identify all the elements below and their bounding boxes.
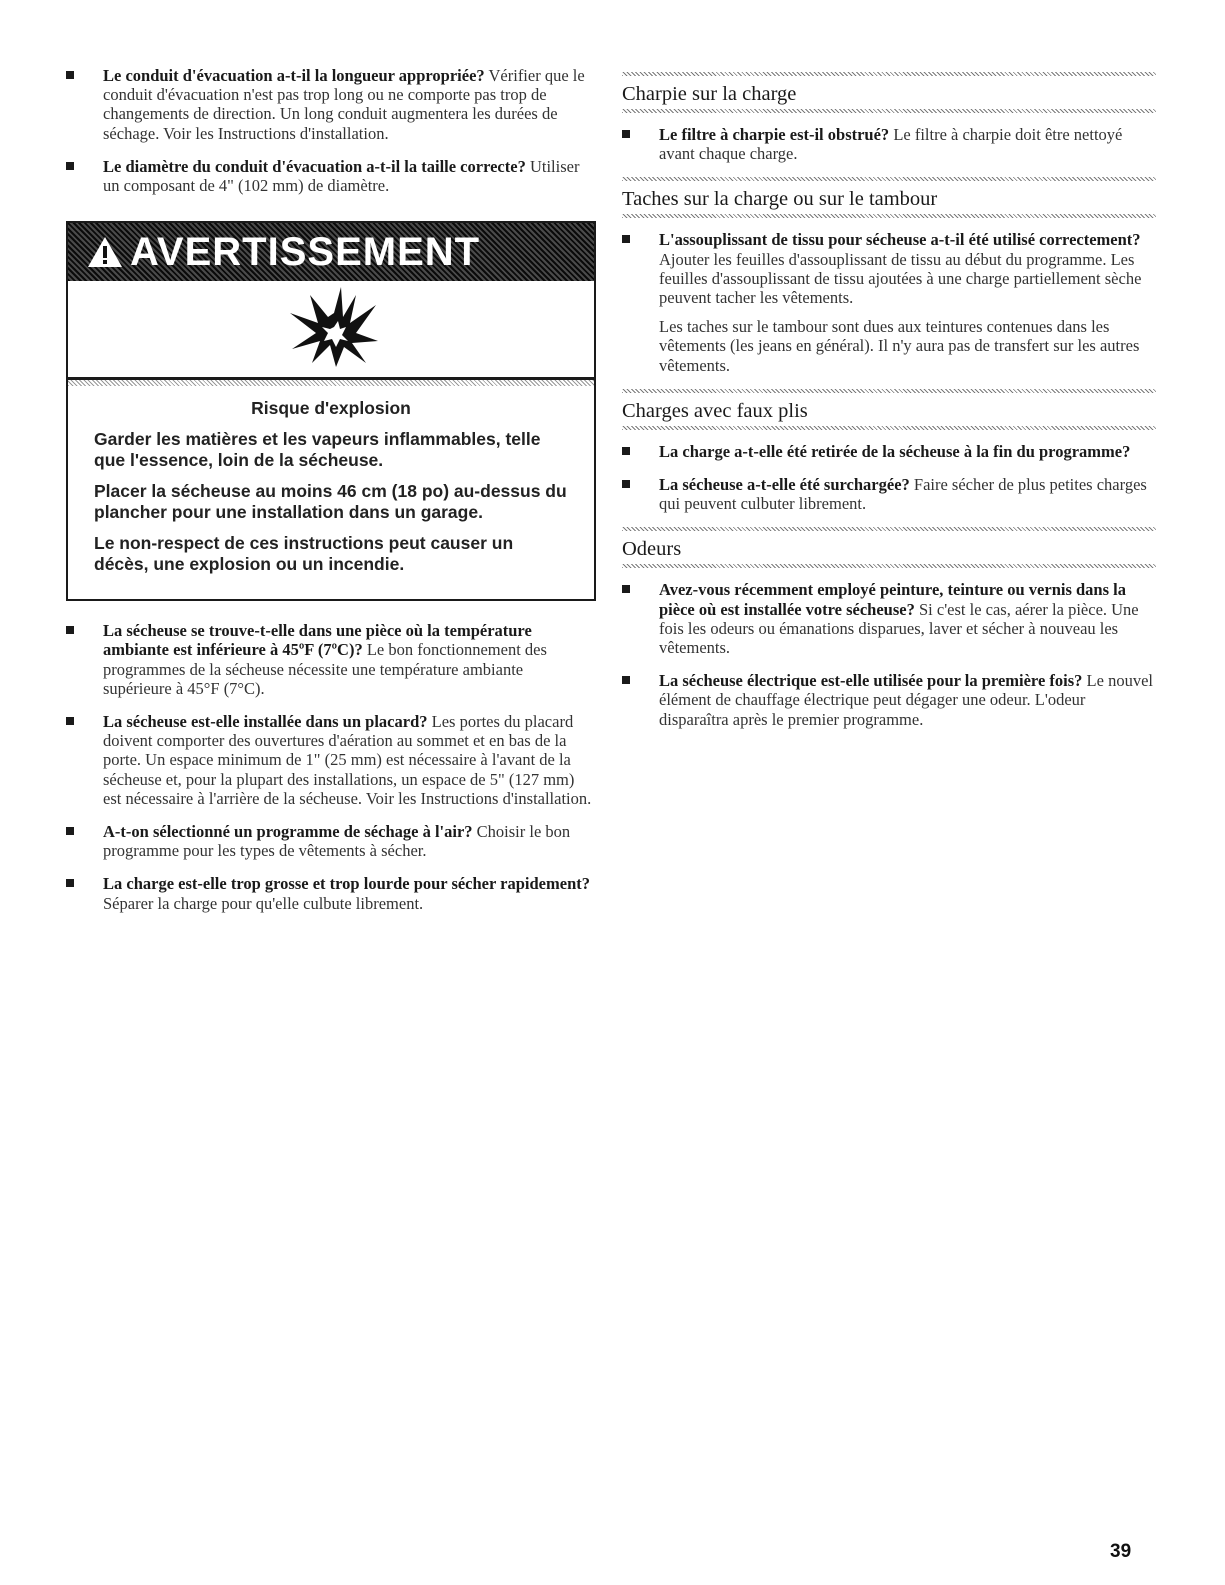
item-answer: Les portes du placard doivent comporter des ouvertures d'aération au sommet et en bas de la porte. Un espace minimum de 1" (25 mm) est nécessaire à l'avant de la sécheuse et, pour la plupart des installations, un espace de 5" (127 mm) est nécessaire à l'arrière de la sécheuse. Voir les Instructions d'installation. [103, 712, 592, 808]
warning-title [86, 229, 480, 275]
section-stains [622, 177, 1156, 218]
list-item [622, 580, 1156, 657]
list-item [622, 475, 1156, 513]
item-question: Avez-vous récemment employé peinture, teinture ou vernis dans la pièce où est installée votre sécheuse? [659, 580, 1126, 619]
item-question: La charge a-t-elle été retirée de la sécheuse à la fin du programme? [659, 441, 1131, 461]
section-title: Charpie sur la charge [622, 83, 797, 105]
warning-header [68, 223, 594, 380]
section-rule [622, 214, 1156, 218]
item-question: Le diamètre du conduit d'évacuation a-t-il la taille correcte? [103, 156, 526, 176]
item-question: La sécheuse est-elle installée dans un placard? [103, 712, 428, 732]
item-answer: Faire sécher de plus petites charges qui peuvent culbuter librement. [659, 475, 1147, 514]
item-answer: Choisir le bon programme pour les types de vêtements à sécher. [103, 822, 571, 861]
section-odors [622, 527, 1156, 568]
list-item [66, 66, 594, 143]
section-title: Charges avec faux plis [622, 399, 808, 422]
list-item [622, 671, 1156, 729]
item-question: L'assouplissant de tissu pour sécheuse a-t-il été utilisé correctement? [659, 230, 1141, 250]
section-rule [622, 426, 1156, 430]
explosion-icon [286, 283, 382, 371]
warning-line: Garder les matières et les vapeurs inflammables, telle que l'essence, loin de la sécheuse. [94, 429, 541, 471]
list-item [66, 874, 594, 912]
warning-body [68, 386, 594, 599]
warning-triangle-icon [86, 235, 124, 269]
item-question: Le filtre à charpie est-il obstrué? [659, 125, 890, 144]
section-rule [622, 109, 1156, 113]
warning-box [66, 221, 596, 601]
warning-line: Le non-respect de ces instructions peut causer un décès, une explosion ou un incendie. [94, 533, 514, 575]
right-column [622, 72, 1156, 743]
list-item [66, 621, 594, 698]
list-item [622, 230, 1156, 307]
section-rule [622, 564, 1156, 568]
item-answer: Si c'est le cas, aérer la pièce. Une fois les odeurs ou émanations disparues, laver et sécher à nouveau les vêtements. [659, 599, 1139, 658]
warning-risk: Risque d'explosion [251, 398, 411, 419]
section-title: Taches sur la charge ou sur le tambour [622, 188, 938, 211]
item-question: La charge est-elle trop grosse et trop lourde pour sécher rapidement? [103, 874, 590, 894]
list-item [66, 712, 594, 808]
page-number: 39 [1110, 1541, 1132, 1562]
list-item [622, 125, 1156, 163]
list-item [622, 442, 1156, 461]
section-title: Odeurs [622, 538, 682, 561]
warning-line: Placer la sécheuse au moins 46 cm (18 po) au-dessus du plancher pour une installation dans un garage. [94, 481, 567, 523]
item-question: Le conduit d'évacuation a-t-il la longueur appropriée? [103, 66, 485, 85]
item-question: La sécheuse électrique est-elle utilisée pour la première fois? [659, 671, 1083, 691]
warning-title-text: AVERTISSEMENT [130, 230, 481, 275]
item-answer: Ajouter les feuilles d'assouplissant de tissu au début du programme. Les feuilles d'assouplissant de tissu ajoutées à une charge partiellement sèche peuvent tacher les vêtements. [659, 249, 1142, 308]
item-answer: Le nouvel élément de chauffage électrique peut dégager une odeur. L'odeur disparaîtra après le premier programme. [659, 671, 1153, 729]
section-wrinkles [622, 389, 1156, 430]
list-item [66, 822, 594, 860]
list-item [66, 157, 594, 195]
item-question: A-t-on sélectionné un programme de séchage à l'air? [103, 822, 473, 842]
item-answer: Utiliser un composant de 4" (102 mm) de diamètre. [103, 156, 580, 196]
item-question: La sécheuse se trouve-t-elle dans une pièce où la température ambiante est inférieure à 45ºF (7ºC)? [103, 621, 532, 660]
item-answer: Le bon fonctionnement des programmes de la sécheuse nécessite une température ambiante supérieure à 45°F (7°C). [103, 640, 547, 698]
item-answer: Séparer la charge pour qu'elle culbute librement. [103, 893, 424, 913]
section-lint [622, 72, 1156, 113]
item-answer: Vérifier que le conduit d'évacuation n'est pas trop long ou ne comporte pas trop de changements de direction. Un long conduit augmentera les durées de séchage. Voir les Instructions d'installation. [103, 66, 585, 143]
left-column [66, 66, 594, 927]
section-paragraph: Les taches sur le tambour sont dues aux teintures contenues dans les vêtements (les jeans en général). Il n'y aura pas de transfert sur les autres vêtements. [659, 317, 1140, 375]
item-answer: Le filtre à charpie doit être nettoyé avant chaque charge. [659, 125, 1123, 164]
item-question: La sécheuse a-t-elle été surchargée? [659, 475, 910, 495]
